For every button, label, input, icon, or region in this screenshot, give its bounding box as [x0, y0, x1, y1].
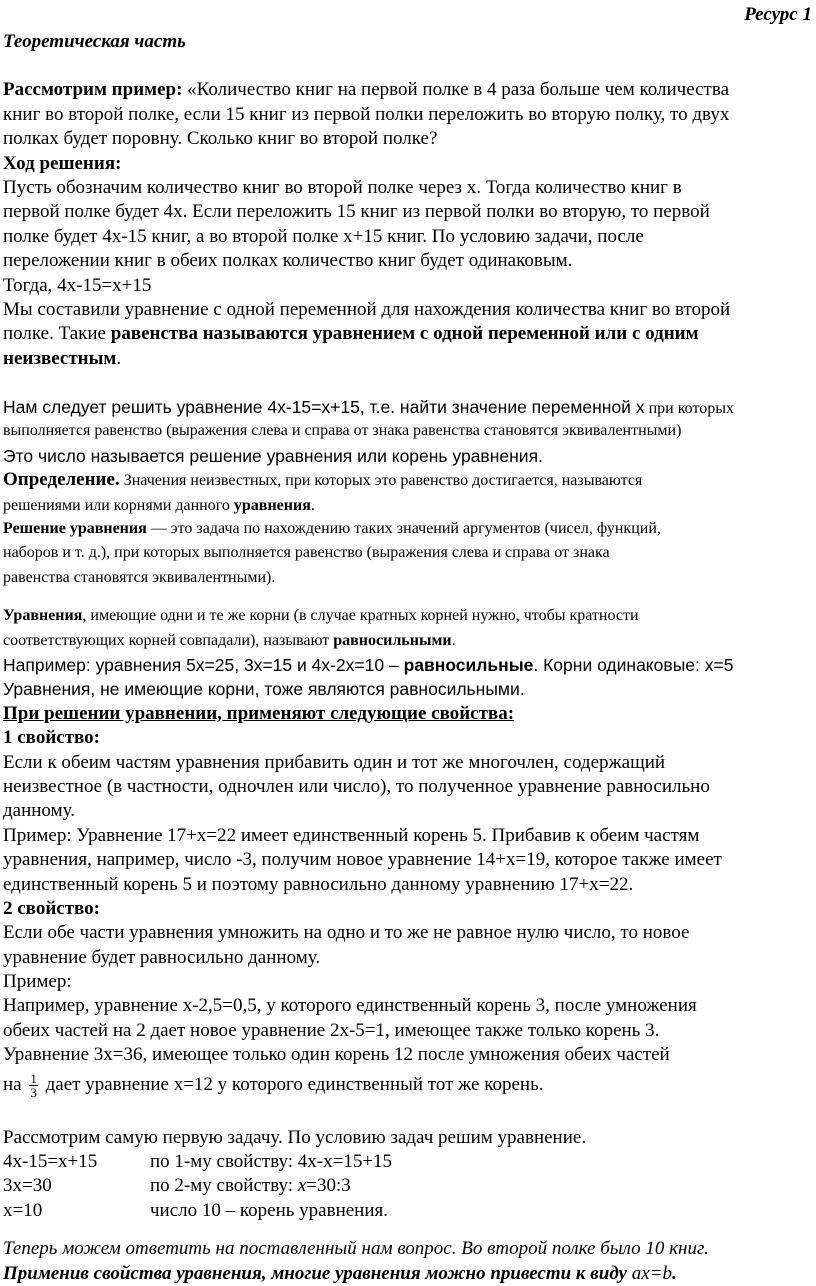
solution-line: Мы составили уравнение с одной переменной для нахождения количества книг во второй: [3, 298, 731, 320]
solution-def-line: равенства становятся эквивалентными).: [3, 568, 276, 586]
equivalent-label: Уравнения: [3, 607, 83, 625]
answer-line: Теперь можем ответить на поставленный нам вопрос. Во второй полке было 10 книг.: [3, 1238, 709, 1260]
solve-step-row: [3, 1150, 811, 1174]
linear-form: ax=b: [631, 1262, 672, 1284]
property-1-line: единственный корень 5 и поэтому равносильно данному уравнению 17+х=22.: [3, 873, 634, 895]
fraction-prefix: на: [3, 1073, 27, 1095]
final-statement: Применив свойства уравнения, многие уравнения можно привести к виду: [3, 1262, 632, 1284]
solve-step-row: [3, 1199, 811, 1223]
solve-step-left: 3х=30: [3, 1175, 52, 1197]
property-1-line: неизвестное (в частности, одночлен или число), то полученное уравнение равносильно: [3, 775, 710, 797]
solve-step-text: по 2-му свойству:: [150, 1175, 298, 1197]
variable: х: [297, 1175, 307, 1197]
solution-bold-text: неизвестным: [3, 347, 117, 369]
fraction: [29, 1072, 38, 1099]
definition-paragraph: [3, 468, 811, 517]
fraction-line: [3, 1068, 811, 1102]
fraction-denominator: 3: [30, 1084, 37, 1100]
equation-line: Тогда, 4х-15=х+15: [3, 274, 152, 296]
fraction-numerator: 1: [30, 1070, 37, 1086]
solution-def-line: наборов и т. д.), при которых выполняется равенство (выражения слева и справа от знака: [3, 544, 610, 562]
equivalent-example-tail: . Корни одинаковые: х=5: [533, 654, 734, 675]
punctuation: .: [310, 496, 315, 514]
solution-text: полке. Такие: [3, 323, 111, 345]
solve-step-left: 4х-15=х+15: [3, 1151, 98, 1173]
equivalent-paragraph: [3, 604, 811, 702]
equivalent-example-bold: равносильные: [403, 654, 534, 675]
first-task-section: [3, 1126, 811, 1224]
properties-heading: При решении уравнении, применяют следующие свойства:: [3, 702, 515, 724]
solve-need-paragraph: [3, 395, 811, 468]
no-roots-line: Уравнения, не имеющие корни, тоже являются равносильными.: [3, 679, 525, 700]
document-body: [3, 30, 811, 1286]
conclusion-section: [3, 1237, 811, 1286]
property-1-title: 1 свойство:: [3, 727, 100, 749]
solve-step-left: х=10: [3, 1199, 43, 1221]
punctuation: .: [672, 1262, 677, 1284]
solution-definition-paragraph: [3, 517, 811, 590]
root-definition-line: Это число называется решение уравнения или корень уравнения.: [3, 445, 543, 466]
punctuation: .: [116, 347, 122, 369]
property-2-line: Если обе части уравнения умножить на одно и то же не равное нулю число, то новое: [3, 922, 690, 944]
property-1-line: данному.: [3, 800, 75, 822]
section-title: Теоретическая часть: [3, 31, 186, 52]
solution-line: Пусть обозначим количество книг во второй полке через х. Тогда количество книг в: [3, 176, 682, 198]
definition-text: решениями или корнями данного: [3, 496, 234, 514]
solve-step-row: [3, 1174, 811, 1198]
equivalent-example: Например: уравнения 5х=25, 3х=15 и 4х-2х=10 –: [3, 654, 404, 675]
property-2-line: Пример:: [3, 971, 72, 993]
solution-def-label: Решение уравнения: [3, 520, 147, 538]
property-1-line: Если к обеим частям уравнения прибавить один и тот же многочлен, содержащий: [3, 751, 666, 773]
solution-line: первой полке будет 4х. Если переложить 15 книг из первой полки во вторую, то первой: [3, 201, 710, 223]
property-2-line: Например, уравнение х-2,5=0,5, у которого единственный корень 3, после умножения: [3, 995, 697, 1017]
solve-need-line: выполняется равенство (выражения слева и справа от знака равенства становятся эквивалентными): [3, 422, 682, 440]
solve-step-right: [150, 1174, 351, 1198]
solution-paragraph: [3, 152, 811, 372]
solution-heading: Ход решения:: [3, 152, 122, 174]
property-2-line: уравнение будет равносильно данному.: [3, 946, 321, 968]
properties-section: [3, 702, 811, 1102]
property-2-title: 2 свойство:: [3, 897, 100, 919]
property-2-line: Уравнение 3х=36, имеющее только один корень 12 после умножения обеих частей: [3, 1044, 670, 1066]
property-1-line: уравнения, например, число -3, получим новое уравнение 14+х=19, которое также имеет: [3, 849, 722, 871]
solution-def-text: — это задача по нахождению таких значений аргументов (чисел, функций,: [146, 520, 661, 538]
property-1-line: Пример: Уравнение 17+х=22 имеет единственный корень 5. Прибавив к обеим частям: [3, 824, 700, 846]
solve-step-right: число 10 – корень уравнения.: [150, 1199, 389, 1221]
example-lead: Рассмотрим пример:: [3, 79, 183, 101]
definition-label: Определение.: [3, 469, 120, 491]
example-line: книг во второй полке, если 15 книг из первой полки переложить во вторую полку, то двух: [3, 103, 730, 125]
solution-line: полке будет 4х-15 книг, а во второй полке х+15 книг. По условию задачи, после: [3, 225, 644, 247]
equivalent-bold-word: равносильными: [333, 631, 452, 649]
example-paragraph: [3, 78, 811, 151]
example-text: «Количество книг на первой полке в 4 раза больше чем количества: [182, 79, 729, 101]
example-line: полках будет поровну. Сколько книг во второй полке?: [3, 128, 438, 150]
solve-step-right: по 1-му свойству: 4х-х=15+15: [150, 1151, 393, 1173]
solve-need-text: Нам следует решить уравнение 4х-15=х+15, т.е. найти значение переменной х: [3, 397, 645, 418]
equivalent-text: соответствующих корней совпадали), называют: [3, 631, 334, 649]
fraction-suffix: дает уравнение х=12 у которого единственный тот же корень.: [40, 1073, 544, 1095]
punctuation: .: [451, 631, 456, 649]
definition-text: Значения неизвестных, при которых это равенство достигается, называются: [119, 472, 643, 490]
solve-step-text: =30:3: [306, 1175, 351, 1197]
equivalent-text: , имеющие одни и те же корни (в случае кратных корней нужно, чтобы кратности: [82, 607, 639, 625]
definition-bold-word: уравнения: [233, 496, 311, 514]
solution-bold-text: равенства называются уравнением с одной переменной или с одним: [110, 323, 699, 345]
solution-line: переложении книг в обеих полках количество книг будет одинаковым.: [3, 250, 573, 272]
property-2-line: обеих частей на 2 дает новое уравнение 2х-5=1, имеющее также только корень 3.: [3, 1019, 660, 1041]
resource-label: Ресурс 1: [744, 4, 812, 25]
solve-need-text-small: при которых: [644, 400, 734, 418]
first-task-intro: Рассмотрим самую первую задачу. По условию задач решим уравнение.: [3, 1126, 587, 1148]
